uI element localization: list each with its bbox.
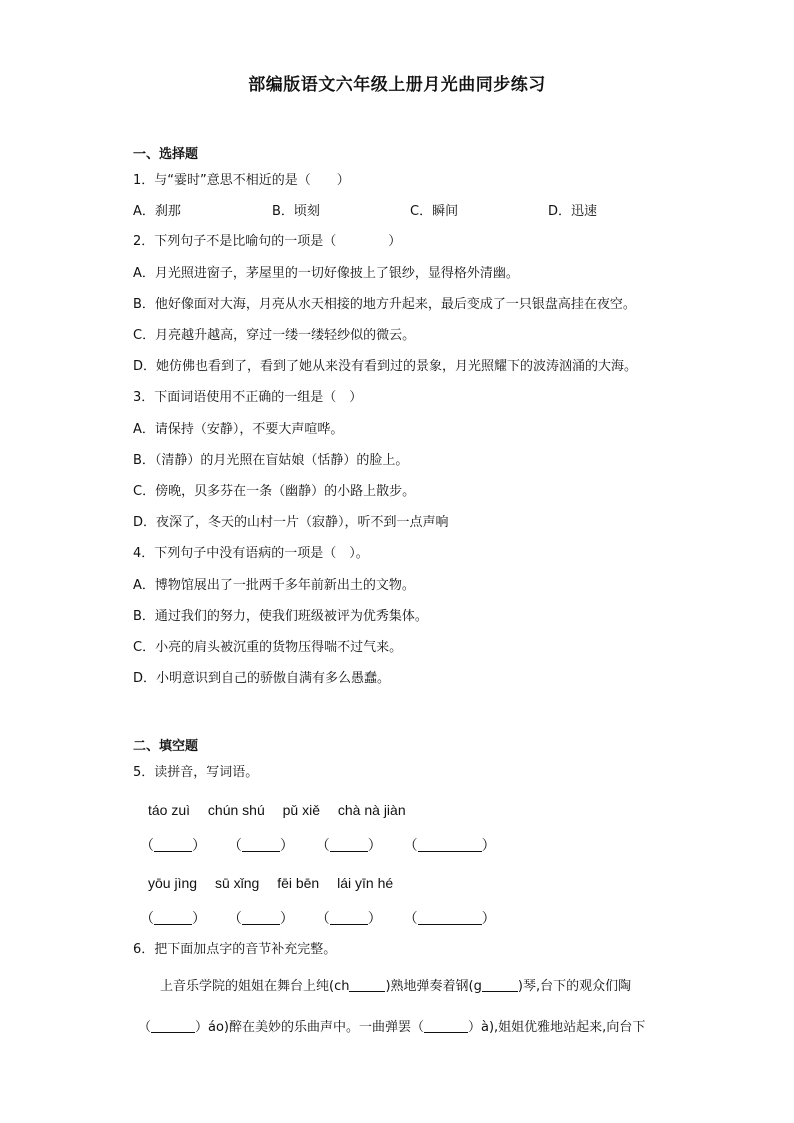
question-4-option-c: C．小亮的肩头被沉重的货物压得喘不过气来。 bbox=[133, 640, 403, 655]
question-1-stem: 1．与“霎时”意思不相近的是（ ） bbox=[133, 173, 350, 188]
question-1-option-c: C．瞬间 bbox=[410, 204, 459, 219]
answer-blank[interactable]: （ ） bbox=[403, 837, 496, 853]
pinyin-item: yōu jìng bbox=[148, 875, 198, 891]
answer-blank[interactable]: （ ） bbox=[315, 910, 382, 926]
answer-blank[interactable] bbox=[482, 978, 518, 992]
pinyin-item: chún shú bbox=[207, 802, 265, 818]
question-4-option-a: A．博物馆展出了一批两千多年前新出土的文物。 bbox=[133, 578, 415, 593]
question-6-paragraph-line-2 bbox=[138, 1019, 645, 1037]
paragraph-text: ）áo)醉在美妙的乐曲声中。一曲弹罢（ bbox=[195, 1020, 425, 1035]
question-1-option-d: D．迅速 bbox=[548, 204, 598, 219]
question-1-option-a: A．刹那 bbox=[133, 204, 181, 219]
question-2-option-b: B．他好像面对大海，月亮从水天相接的地方升起来，最后变成了一只银盘高挂在夜空。 bbox=[133, 297, 636, 312]
paragraph-text: （ bbox=[138, 1020, 152, 1035]
pinyin-item: sū xǐng bbox=[214, 875, 260, 891]
question-6-paragraph-line-1 bbox=[160, 978, 631, 996]
section-heading-choice: 一、选择题 bbox=[133, 147, 199, 162]
question-2-stem: 2．下列句子不是比喻句的一项是（ ） bbox=[133, 234, 402, 249]
answer-blank[interactable]: （ ） bbox=[315, 837, 382, 853]
question-3-option-c: C．傍晚，贝多芬在一条（幽静）的小路上散步。 bbox=[133, 484, 416, 499]
answer-blank[interactable]: （ ） bbox=[227, 837, 294, 853]
question-2-option-d: D．她仿佛也看到了，看到了她从来没有看到过的景象，月光照耀下的波涛汹涌的大海。 bbox=[133, 359, 638, 374]
question-1-options bbox=[0, 203, 794, 221]
paragraph-text: )熟地弹奏着钢(g bbox=[385, 979, 482, 994]
paragraph-text: )琴,台下的观众们陶 bbox=[517, 979, 632, 994]
paragraph-text: ）à),姐姐优雅地站起来,向台下 bbox=[468, 1020, 646, 1035]
question-4-option-d: D．小明意识到自己的骄傲自满有多么愚蠢。 bbox=[133, 671, 391, 686]
question-1-option-b: B．顷刻 bbox=[272, 204, 320, 219]
answer-blank[interactable]: （ ） bbox=[140, 837, 206, 853]
answer-blanks-row-1 bbox=[140, 836, 514, 854]
pinyin-row-2 bbox=[148, 874, 407, 892]
pinyin-row-1 bbox=[148, 801, 420, 819]
answer-blanks-row-2 bbox=[140, 909, 514, 927]
answer-blank[interactable] bbox=[349, 978, 385, 992]
question-2-option-c: C．月亮越升越高，穿过一缕一缕轻纱似的微云。 bbox=[133, 328, 416, 343]
answer-blank[interactable]: （ ） bbox=[403, 910, 496, 926]
pinyin-item: lái yīn hé bbox=[337, 875, 394, 891]
question-3-option-b: B．（清静）的月光照在盲姑娘（恬静）的脸上。 bbox=[133, 453, 409, 468]
page-title: 部编版语文六年级上册月光曲同步练习 bbox=[248, 75, 546, 95]
pinyin-item: chà nà jiàn bbox=[337, 802, 406, 818]
answer-blank[interactable]: （ ） bbox=[227, 910, 294, 926]
pinyin-item: táo zuì bbox=[148, 802, 191, 818]
question-2-option-a: A．月光照进窗子，茅屋里的一切好像披上了银纱，显得格外清幽。 bbox=[133, 266, 519, 281]
question-3-stem: 3．下面词语使用不正确的一组是（ ） bbox=[133, 390, 363, 405]
question-5-stem: 5．读拼音，写词语。 bbox=[133, 765, 259, 780]
pinyin-item: fēi bēn bbox=[277, 875, 320, 891]
answer-blank[interactable]: （ ） bbox=[140, 910, 206, 926]
section-heading-fill: 二、填空题 bbox=[133, 739, 199, 754]
question-6-stem: 6．把下面加点字的音节补充完整。 bbox=[133, 942, 337, 957]
question-4-stem: 4．下列句子中没有语病的一项是（ ）。 bbox=[133, 546, 369, 561]
question-3-option-a: A．请保持（安静），不要大声喧哗。 bbox=[133, 422, 344, 437]
question-4-option-b: B．通过我们的努力，使我们班级被评为优秀集体。 bbox=[133, 609, 428, 624]
pinyin-item: pǔ xiě bbox=[282, 802, 320, 818]
paragraph-text: 上音乐学院的姐姐在舞台上纯(ch bbox=[160, 979, 350, 994]
answer-blank[interactable] bbox=[424, 1019, 468, 1033]
question-3-option-d: D．夜深了，冬天的山村一片（寂静），听不到一点声响 bbox=[133, 515, 449, 530]
answer-blank[interactable] bbox=[151, 1019, 195, 1033]
